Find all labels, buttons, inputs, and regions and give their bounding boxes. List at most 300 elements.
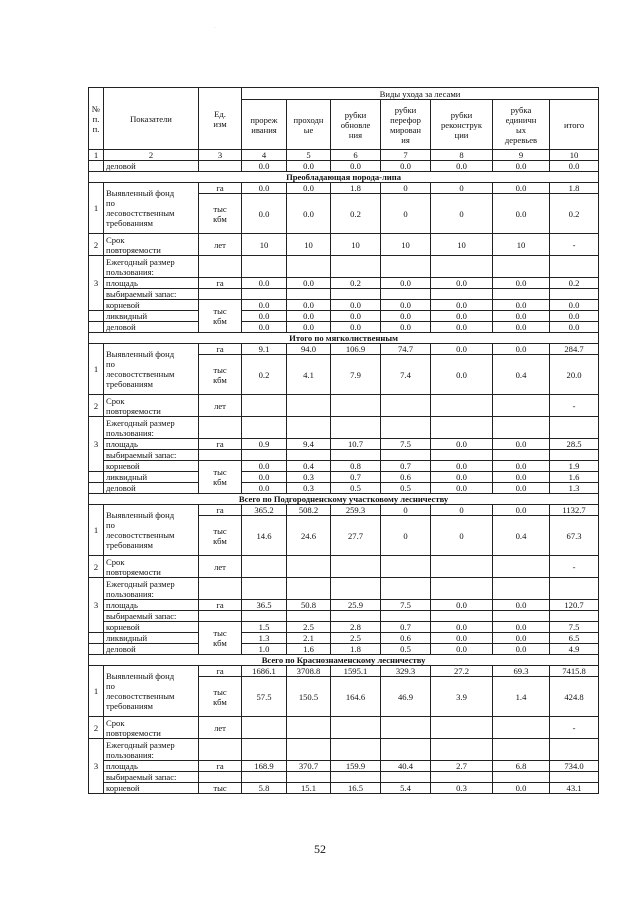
value-cell: 2.5 xyxy=(287,622,331,633)
header-unit: Ед. изм xyxy=(199,88,242,150)
value-cell xyxy=(331,717,381,739)
value-cell: 36.5 xyxy=(242,600,287,611)
value-cell: 168.9 xyxy=(242,761,287,772)
table-row xyxy=(89,505,599,516)
row-label: выбираемый запас: xyxy=(104,450,199,461)
header-col: рубки реконструк ции xyxy=(431,100,493,150)
value-cell: 1.4 xyxy=(493,677,550,717)
colnum-row xyxy=(89,150,599,161)
table-cell xyxy=(199,450,242,461)
colnum-cell: 10 xyxy=(550,150,599,161)
value-cell: 74.7 xyxy=(381,344,431,355)
table-cell: 2 xyxy=(89,717,104,739)
table-row xyxy=(89,666,599,677)
table-cell: га xyxy=(199,344,242,355)
value-cell: 1595.1 xyxy=(331,666,381,677)
table-cell: га xyxy=(199,439,242,450)
value-cell: 1132.7 xyxy=(550,505,599,516)
table-cell xyxy=(550,256,599,278)
table-cell xyxy=(493,289,550,300)
value-cell: 0.0 xyxy=(287,278,331,289)
value-cell: 0.0 xyxy=(493,300,550,311)
table-row xyxy=(89,256,599,278)
value-cell: 150.5 xyxy=(287,677,331,717)
value-cell: 0.6 xyxy=(381,633,431,644)
table-cell xyxy=(242,772,287,783)
value-cell: 50.8 xyxy=(287,600,331,611)
value-cell: 10 xyxy=(242,234,287,256)
table-cell: 3 xyxy=(89,578,104,633)
table-cell xyxy=(287,611,331,622)
table-cell xyxy=(199,772,242,783)
table-cell xyxy=(493,772,550,783)
value-cell: 3708.8 xyxy=(287,666,331,677)
value-cell xyxy=(381,395,431,417)
table-row xyxy=(89,783,599,794)
value-cell: 0.0 xyxy=(242,300,287,311)
value-cell: 0.0 xyxy=(242,161,287,172)
table-cell: тыс кбм xyxy=(199,355,242,395)
scan-mark: · xyxy=(214,26,216,31)
table-cell xyxy=(287,450,331,461)
value-cell: 0.3 xyxy=(287,472,331,483)
value-cell: 20.0 xyxy=(550,355,599,395)
header-num: № п. п. xyxy=(89,88,104,150)
table-cell xyxy=(331,417,381,439)
page-number: 52 xyxy=(314,842,326,856)
section-title: Всего по Подгородненскому участковому лесничеству xyxy=(89,494,599,505)
value-cell: 0.0 xyxy=(287,300,331,311)
table-cell xyxy=(242,417,287,439)
value-cell: 0.0 xyxy=(287,311,331,322)
value-cell: 0 xyxy=(381,505,431,516)
table-cell xyxy=(199,739,242,761)
value-cell: 0 xyxy=(431,194,493,234)
table-cell xyxy=(331,450,381,461)
value-cell xyxy=(242,717,287,739)
row-label: ликвидный xyxy=(104,633,199,644)
table-cell xyxy=(493,417,550,439)
value-cell: 0.3 xyxy=(431,783,493,794)
table-cell xyxy=(381,739,431,761)
value-cell: 0.0 xyxy=(242,322,287,333)
value-cell: 424.8 xyxy=(550,677,599,717)
header-col: рубка единичн ых деревьев xyxy=(493,100,550,150)
table-cell xyxy=(431,256,493,278)
value-cell: 0.3 xyxy=(287,483,331,494)
value-cell: 0.0 xyxy=(287,161,331,172)
value-cell: 10 xyxy=(431,234,493,256)
table-row xyxy=(89,483,599,494)
section-title: Итого по мягколиственным xyxy=(89,333,599,344)
value-cell: 259.3 xyxy=(331,505,381,516)
value-cell xyxy=(431,717,493,739)
table-cell xyxy=(550,450,599,461)
table-cell: га xyxy=(199,666,242,677)
table-row xyxy=(89,761,599,772)
value-cell: 0.5 xyxy=(381,644,431,655)
value-cell: 3.9 xyxy=(431,677,493,717)
value-cell: 16.5 xyxy=(331,783,381,794)
table-row xyxy=(89,289,599,300)
table-cell xyxy=(287,739,331,761)
table-cell: 2 xyxy=(89,234,104,256)
value-cell: 508.2 xyxy=(287,505,331,516)
value-cell: 0.0 xyxy=(242,472,287,483)
value-cell: 0.0 xyxy=(287,194,331,234)
row-label: корневой xyxy=(104,783,199,794)
table-cell xyxy=(493,578,550,600)
table-cell xyxy=(381,772,431,783)
value-cell: 0.0 xyxy=(493,472,550,483)
value-cell: 7415.8 xyxy=(550,666,599,677)
value-cell: 10 xyxy=(493,234,550,256)
header-col: итого xyxy=(550,100,599,150)
table-cell xyxy=(493,739,550,761)
value-cell: 0.0 xyxy=(550,161,599,172)
table-cell xyxy=(287,256,331,278)
table-cell: 3 xyxy=(89,739,104,794)
table-cell xyxy=(431,417,493,439)
value-cell: 0.0 xyxy=(331,161,381,172)
table-row xyxy=(89,322,599,333)
table-row xyxy=(89,278,599,289)
colnum-cell: 8 xyxy=(431,150,493,161)
value-cell: 94.0 xyxy=(287,344,331,355)
value-cell: 0.0 xyxy=(331,322,381,333)
colnum-cell: 5 xyxy=(287,150,331,161)
table-cell xyxy=(242,739,287,761)
table-cell xyxy=(431,611,493,622)
value-cell: 1.5 xyxy=(242,622,287,633)
value-cell: 365.2 xyxy=(242,505,287,516)
value-cell: 159.9 xyxy=(331,761,381,772)
value-cell: 0.0 xyxy=(431,600,493,611)
value-cell xyxy=(431,395,493,417)
table-row xyxy=(89,739,599,761)
value-cell xyxy=(493,717,550,739)
value-cell: 0.0 xyxy=(431,278,493,289)
table-cell xyxy=(199,417,242,439)
value-cell: 0.0 xyxy=(431,300,493,311)
value-cell: 0.0 xyxy=(493,311,550,322)
table-row xyxy=(89,461,599,472)
value-cell: 28.5 xyxy=(550,439,599,450)
section-title: Всего по Краснознаменскому лесничеству xyxy=(89,655,599,666)
value-cell: 0.0 xyxy=(493,622,550,633)
table-row xyxy=(89,183,599,194)
row-label: Выявленный фонд по лесовостственным требованиям xyxy=(104,666,199,717)
colnum-cell: 4 xyxy=(242,150,287,161)
value-cell: 0.0 xyxy=(381,161,431,172)
value-cell: 10.7 xyxy=(331,439,381,450)
table-cell: га xyxy=(199,761,242,772)
value-cell: 106.9 xyxy=(331,344,381,355)
value-cell: 7.5 xyxy=(550,622,599,633)
value-cell: 0.0 xyxy=(493,505,550,516)
table-cell xyxy=(242,450,287,461)
row-label: площадь xyxy=(104,278,199,289)
row-label: корневой xyxy=(104,622,199,633)
value-cell: 0.0 xyxy=(550,311,599,322)
table-cell xyxy=(550,289,599,300)
value-cell: 1.3 xyxy=(242,633,287,644)
table-cell xyxy=(550,417,599,439)
value-cell: 43.1 xyxy=(550,783,599,794)
table-cell: 2 xyxy=(89,395,104,417)
value-cell: 0.0 xyxy=(287,183,331,194)
value-cell: 0.0 xyxy=(493,439,550,450)
value-cell: 2.1 xyxy=(287,633,331,644)
colnum-cell: 7 xyxy=(381,150,431,161)
value-cell: 0.2 xyxy=(242,355,287,395)
value-cell: 0.0 xyxy=(493,644,550,655)
header-col: проходн ые xyxy=(287,100,331,150)
value-cell xyxy=(381,556,431,578)
value-cell: 0.0 xyxy=(242,483,287,494)
table-cell xyxy=(331,289,381,300)
value-cell: 0.5 xyxy=(381,483,431,494)
table-cell: лет xyxy=(199,234,242,256)
value-cell: 2.7 xyxy=(431,761,493,772)
value-cell: 0.7 xyxy=(381,461,431,472)
table-cell xyxy=(89,483,104,494)
table-cell xyxy=(287,578,331,600)
value-cell: 0.2 xyxy=(550,194,599,234)
value-cell: 10 xyxy=(331,234,381,256)
colnum-cell: 2 xyxy=(104,150,199,161)
value-cell: 0 xyxy=(381,516,431,556)
table-cell xyxy=(431,289,493,300)
value-cell: 1.8 xyxy=(550,183,599,194)
table-row xyxy=(89,600,599,611)
table-row xyxy=(89,300,599,311)
value-cell: 67.3 xyxy=(550,516,599,556)
value-cell: - xyxy=(550,717,599,739)
row-label: выбираемый запас: xyxy=(104,289,199,300)
value-cell: 0.0 xyxy=(493,600,550,611)
table-row xyxy=(89,611,599,622)
value-cell: 0.0 xyxy=(431,622,493,633)
row-label: Выявленный фонд по лесовостственным требованиям xyxy=(104,505,199,556)
table-cell: 1 xyxy=(89,183,104,234)
value-cell: 0.0 xyxy=(493,183,550,194)
header-row-1 xyxy=(89,88,599,100)
value-cell: 9.1 xyxy=(242,344,287,355)
value-cell: 0.0 xyxy=(431,322,493,333)
value-cell: 0.0 xyxy=(493,161,550,172)
table-cell xyxy=(331,739,381,761)
table-cell xyxy=(331,611,381,622)
row-label: Срок повторяемости xyxy=(104,234,199,256)
section-title-row xyxy=(89,172,599,183)
table-row xyxy=(89,450,599,461)
table-cell xyxy=(431,578,493,600)
table-cell: тыс кбм xyxy=(199,194,242,234)
table-cell xyxy=(431,739,493,761)
table-cell xyxy=(331,578,381,600)
table-cell: тыс кбм xyxy=(199,300,242,333)
value-cell: 0.4 xyxy=(493,516,550,556)
value-cell xyxy=(287,395,331,417)
value-cell: 7.4 xyxy=(381,355,431,395)
header-care-types: Виды ухода за лесами xyxy=(242,88,599,100)
value-cell: 2.8 xyxy=(331,622,381,633)
value-cell: 1.8 xyxy=(331,644,381,655)
table-cell: га xyxy=(199,505,242,516)
value-cell: 0.0 xyxy=(493,633,550,644)
value-cell xyxy=(331,395,381,417)
value-cell: - xyxy=(550,234,599,256)
table-cell xyxy=(199,161,242,172)
row-label: деловой xyxy=(104,644,199,655)
colnum-cell: 1 xyxy=(89,150,104,161)
value-cell: 1.6 xyxy=(287,644,331,655)
table-cell: тыс кбм xyxy=(199,622,242,655)
table-cell xyxy=(89,472,104,483)
table-cell: 2 xyxy=(89,556,104,578)
table-cell xyxy=(287,289,331,300)
table-row xyxy=(89,644,599,655)
table-cell xyxy=(550,578,599,600)
value-cell: 0.7 xyxy=(331,472,381,483)
table-cell: 1 xyxy=(89,344,104,395)
table-cell: тыс xyxy=(199,783,242,794)
row-label: Ежегодный размер пользования: xyxy=(104,739,199,761)
value-cell: 7.5 xyxy=(381,439,431,450)
value-cell: 0.0 xyxy=(381,311,431,322)
section-title-row xyxy=(89,655,599,666)
value-cell: 15.1 xyxy=(287,783,331,794)
value-cell: 1.6 xyxy=(550,472,599,483)
row-label: выбираемый запас: xyxy=(104,772,199,783)
table-cell: 3 xyxy=(89,256,104,311)
value-cell: 0.0 xyxy=(493,344,550,355)
table-cell xyxy=(89,311,104,322)
row-label: корневой xyxy=(104,461,199,472)
value-cell: 0.0 xyxy=(242,194,287,234)
table-cell xyxy=(89,633,104,644)
table-cell xyxy=(242,611,287,622)
value-cell: 0.0 xyxy=(493,322,550,333)
table-cell xyxy=(431,772,493,783)
table-cell xyxy=(242,256,287,278)
table-cell xyxy=(381,611,431,622)
header-col: рубки обновле ния xyxy=(331,100,381,150)
value-cell: 0.0 xyxy=(381,278,431,289)
table-row xyxy=(89,772,599,783)
value-cell: 370.7 xyxy=(287,761,331,772)
value-cell: 6.5 xyxy=(550,633,599,644)
value-cell: 0.5 xyxy=(331,483,381,494)
value-cell: 1.0 xyxy=(242,644,287,655)
row-label: Срок повторяемости xyxy=(104,717,199,739)
value-cell: 0.0 xyxy=(431,311,493,322)
value-cell: 1.8 xyxy=(331,183,381,194)
table-cell: га xyxy=(199,278,242,289)
value-cell: 0.0 xyxy=(431,161,493,172)
table-row xyxy=(89,395,599,417)
value-cell: 1.3 xyxy=(550,483,599,494)
table-cell xyxy=(381,578,431,600)
table-cell xyxy=(199,256,242,278)
value-cell: 0 xyxy=(381,194,431,234)
table-cell: тыс кбм xyxy=(199,516,242,556)
row-label: выбираемый запас: xyxy=(104,611,199,622)
value-cell xyxy=(242,395,287,417)
value-cell: 0.0 xyxy=(242,278,287,289)
table-row xyxy=(89,161,599,172)
table-cell xyxy=(550,772,599,783)
value-cell: 0.4 xyxy=(493,355,550,395)
table-row xyxy=(89,234,599,256)
value-cell xyxy=(381,717,431,739)
value-cell: 0 xyxy=(431,183,493,194)
table-cell xyxy=(381,289,431,300)
value-cell: 0 xyxy=(381,183,431,194)
table-cell: деловой xyxy=(104,161,199,172)
row-label: площадь xyxy=(104,761,199,772)
value-cell: 2.5 xyxy=(331,633,381,644)
table-cell xyxy=(89,161,104,172)
value-cell: 46.9 xyxy=(381,677,431,717)
table-cell xyxy=(493,450,550,461)
table-cell: 1 xyxy=(89,666,104,717)
value-cell: 0.2 xyxy=(331,278,381,289)
value-cell: 6.8 xyxy=(493,761,550,772)
row-label: Ежегодный размер пользования: xyxy=(104,578,199,600)
value-cell: 0.0 xyxy=(493,461,550,472)
value-cell: 25.9 xyxy=(331,600,381,611)
value-cell xyxy=(242,556,287,578)
table-cell xyxy=(550,739,599,761)
value-cell: 0.0 xyxy=(493,783,550,794)
section-title-row xyxy=(89,494,599,505)
value-cell: 4.9 xyxy=(550,644,599,655)
value-cell: 24.6 xyxy=(287,516,331,556)
value-cell: 329.3 xyxy=(381,666,431,677)
value-cell: 0 xyxy=(431,505,493,516)
value-cell: 164.6 xyxy=(331,677,381,717)
table-cell xyxy=(89,644,104,655)
value-cell: 0.6 xyxy=(381,472,431,483)
value-cell: - xyxy=(550,556,599,578)
table-cell xyxy=(550,611,599,622)
value-cell: 0.0 xyxy=(431,483,493,494)
value-cell: 1686.1 xyxy=(242,666,287,677)
value-cell: 0.0 xyxy=(431,644,493,655)
row-label: Ежегодный размер пользования: xyxy=(104,417,199,439)
table-cell: тыс кбм xyxy=(199,677,242,717)
table-cell: лет xyxy=(199,395,242,417)
value-cell: 0.0 xyxy=(381,300,431,311)
row-label: Срок повторяемости xyxy=(104,556,199,578)
value-cell: 57.5 xyxy=(242,677,287,717)
row-label: деловой xyxy=(104,322,199,333)
value-cell xyxy=(493,395,550,417)
table-cell xyxy=(431,450,493,461)
value-cell: 0.0 xyxy=(431,472,493,483)
table-cell: лет xyxy=(199,556,242,578)
table-cell: тыс кбм xyxy=(199,461,242,494)
value-cell: 0.2 xyxy=(331,194,381,234)
value-cell: 0.0 xyxy=(493,278,550,289)
value-cell: 0.0 xyxy=(331,300,381,311)
value-cell: 734.0 xyxy=(550,761,599,772)
value-cell: 7.5 xyxy=(381,600,431,611)
value-cell: 0.0 xyxy=(550,322,599,333)
header-indicator: Показатели xyxy=(104,88,199,150)
